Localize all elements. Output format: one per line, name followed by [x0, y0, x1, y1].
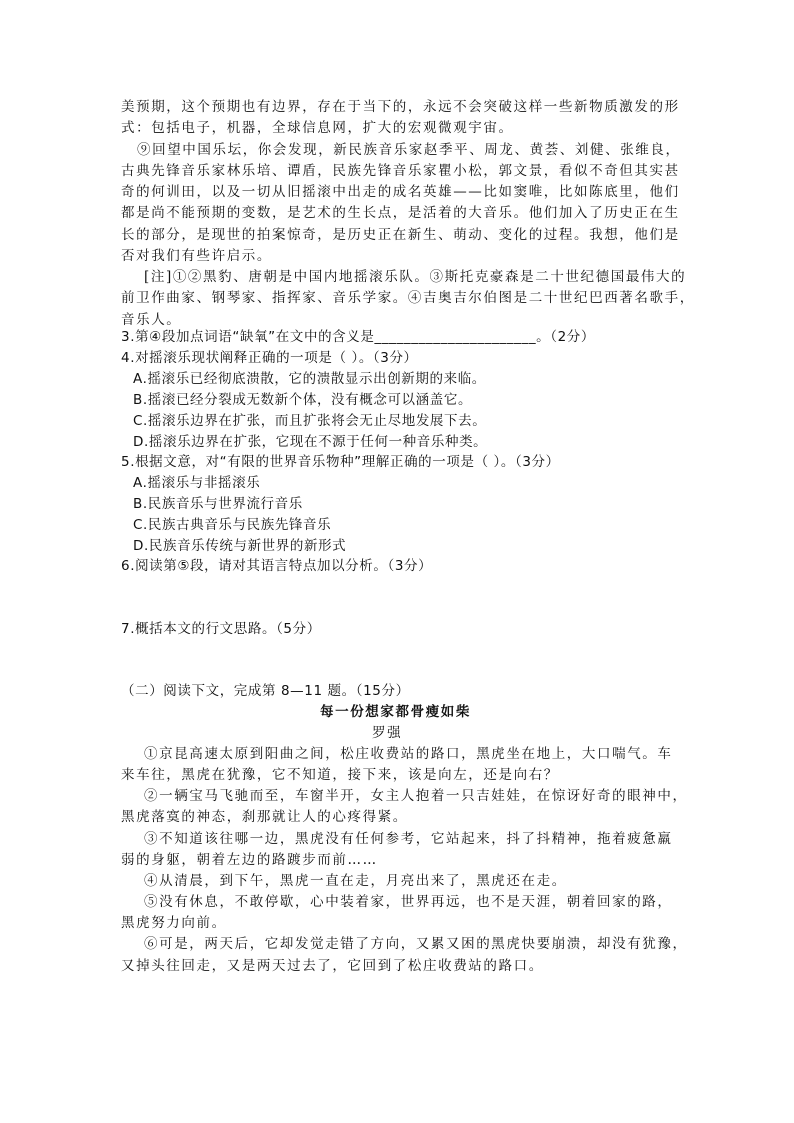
article-line: ⑥可是，两天后，它却发觉走错了方向，又累又困的黑虎快要崩溃，却没有犹豫， — [144, 936, 688, 952]
passage1-line: ⑨回望中国乐坛，你会发现，新民族音乐家赵季平、周龙、黄荟、刘健、张维良， — [137, 142, 681, 158]
passage1-line: 奇的何训田，以及一切从旧摇滚中出走的成名英雄——比如窦唯，比如陈底里，他们 — [121, 184, 680, 200]
article-line: 黑虎努力向前。 — [121, 915, 227, 931]
footnote-line: 前卫作曲家、钢琴家、指挥家、音乐学家。④吉奥吉尔伯图是二十世纪巴西著名歌手， — [121, 290, 695, 306]
footnote-line: 音乐人。 — [121, 312, 182, 328]
question-4-option-c: C.摇滚乐边界在扩张，而且扩张将会无止尽地发展下去。 — [133, 413, 487, 429]
passage1-line: 式：包括电子，机器，全球信息网，扩大的宏观微观宇宙。 — [121, 120, 514, 136]
question-4-option-b: B.摇滚已经分裂成无数新个体，没有概念可以涵盖它。 — [133, 392, 473, 408]
question-5-option-d: D.民族音乐传统与新世界的新形式 — [133, 538, 347, 554]
article-line: 黑虎落寞的神态，刹那就让人的心疼得紧。 — [121, 809, 408, 825]
passage1-line: 都是尚不能预期的变数，是艺术的生长点，是活着的大音乐。他们加入了历史正在生 — [121, 205, 680, 221]
article-line: 来车往，黑虎在犹豫，它不知道，接下来，该是向左，还是向右？ — [121, 767, 559, 783]
question-4-option-a: A.摇滚乐已经彻底溃散，它的溃散显示出创新期的来临。 — [133, 371, 486, 387]
question-5-option-b: B.民族音乐与世界流行音乐 — [133, 496, 303, 512]
question-4: 4.对摇滚乐现状阐释正确的一项是（ ）。（3分） — [121, 350, 418, 366]
footnote-line: [注]①②黑豹、唐朝是中国内地摇滚乐队。③斯托克豪森是二十世纪德国最伟大的 — [144, 269, 687, 285]
article-line: ②一辆宝马飞驰而至，车窗半开，女主人抱着一只吉娃娃，在惊讶好奇的眼神中， — [144, 788, 688, 804]
question-5-option-c: C.民族古典音乐与民族先锋音乐 — [133, 517, 332, 533]
passage1-line: 古典先锋音乐家林乐培、谭盾，民族先锋音乐家瞿小松，郭文景，看似不奇但其实甚 — [121, 163, 680, 179]
article-line: 又掉头往回走，又是两天过去了，它回到了松庄收费站的路口。 — [121, 958, 544, 974]
article-line: ①京昆高速太原到阳曲之间，松庄收费站的路口，黑虎坐在地上，大口喘气。车 — [144, 746, 673, 762]
passage1-line: 否对我们有些许启示。 — [121, 248, 272, 264]
question-3: 3.第④段加点词语“缺氧”在文中的含义是______________________。（2分） — [121, 329, 596, 345]
article-title: 每一份想家都骨瘦如柴 — [320, 704, 471, 720]
article-author: 罗强 — [372, 725, 403, 741]
passage1-line: 美预期，这个预期也有边界，存在于当下的，永远不会突破这样一些新物质激发的形 — [121, 99, 680, 115]
question-7: 7.概括本文的行文思路。（5分） — [121, 621, 321, 637]
article-line: ③不知道该往哪一边，黑虎没有任何参考，它站起来，抖了抖精神，拖着疲惫羸 — [144, 831, 673, 847]
question-5-option-a: A.摇滚乐与非摇滚乐 — [133, 475, 261, 491]
article-line: ④从清晨，到下午，黑虎一直在走，月亮出来了，黑虎还在走。 — [144, 873, 567, 889]
article-line: 弱的身躯，朝着左边的路踱步而前…… — [121, 852, 378, 868]
question-4-option-d: D.摇滚乐边界在扩张，它现在不源于任何一种音乐种类。 — [133, 434, 488, 450]
article-line: ⑤没有休息，不敢停歇，心中装着家，世界再远，也不是天涯，朝着回家的路， — [144, 894, 673, 910]
passage1-line: 长的部分，是现世的拍案惊奇，是历史正在新生、萌动、变化的过程。我想，他们是 — [121, 227, 680, 243]
section2-heading: （二）阅读下文，完成第 8—11 题。（15分） — [121, 683, 410, 699]
question-5: 5.根据文意，对“有限的世界音乐物种”理解正确的一项是（ ）。（3分） — [121, 454, 560, 470]
question-6: 6.阅读第⑤段，请对其语言特点加以分析。（3分） — [121, 558, 433, 574]
